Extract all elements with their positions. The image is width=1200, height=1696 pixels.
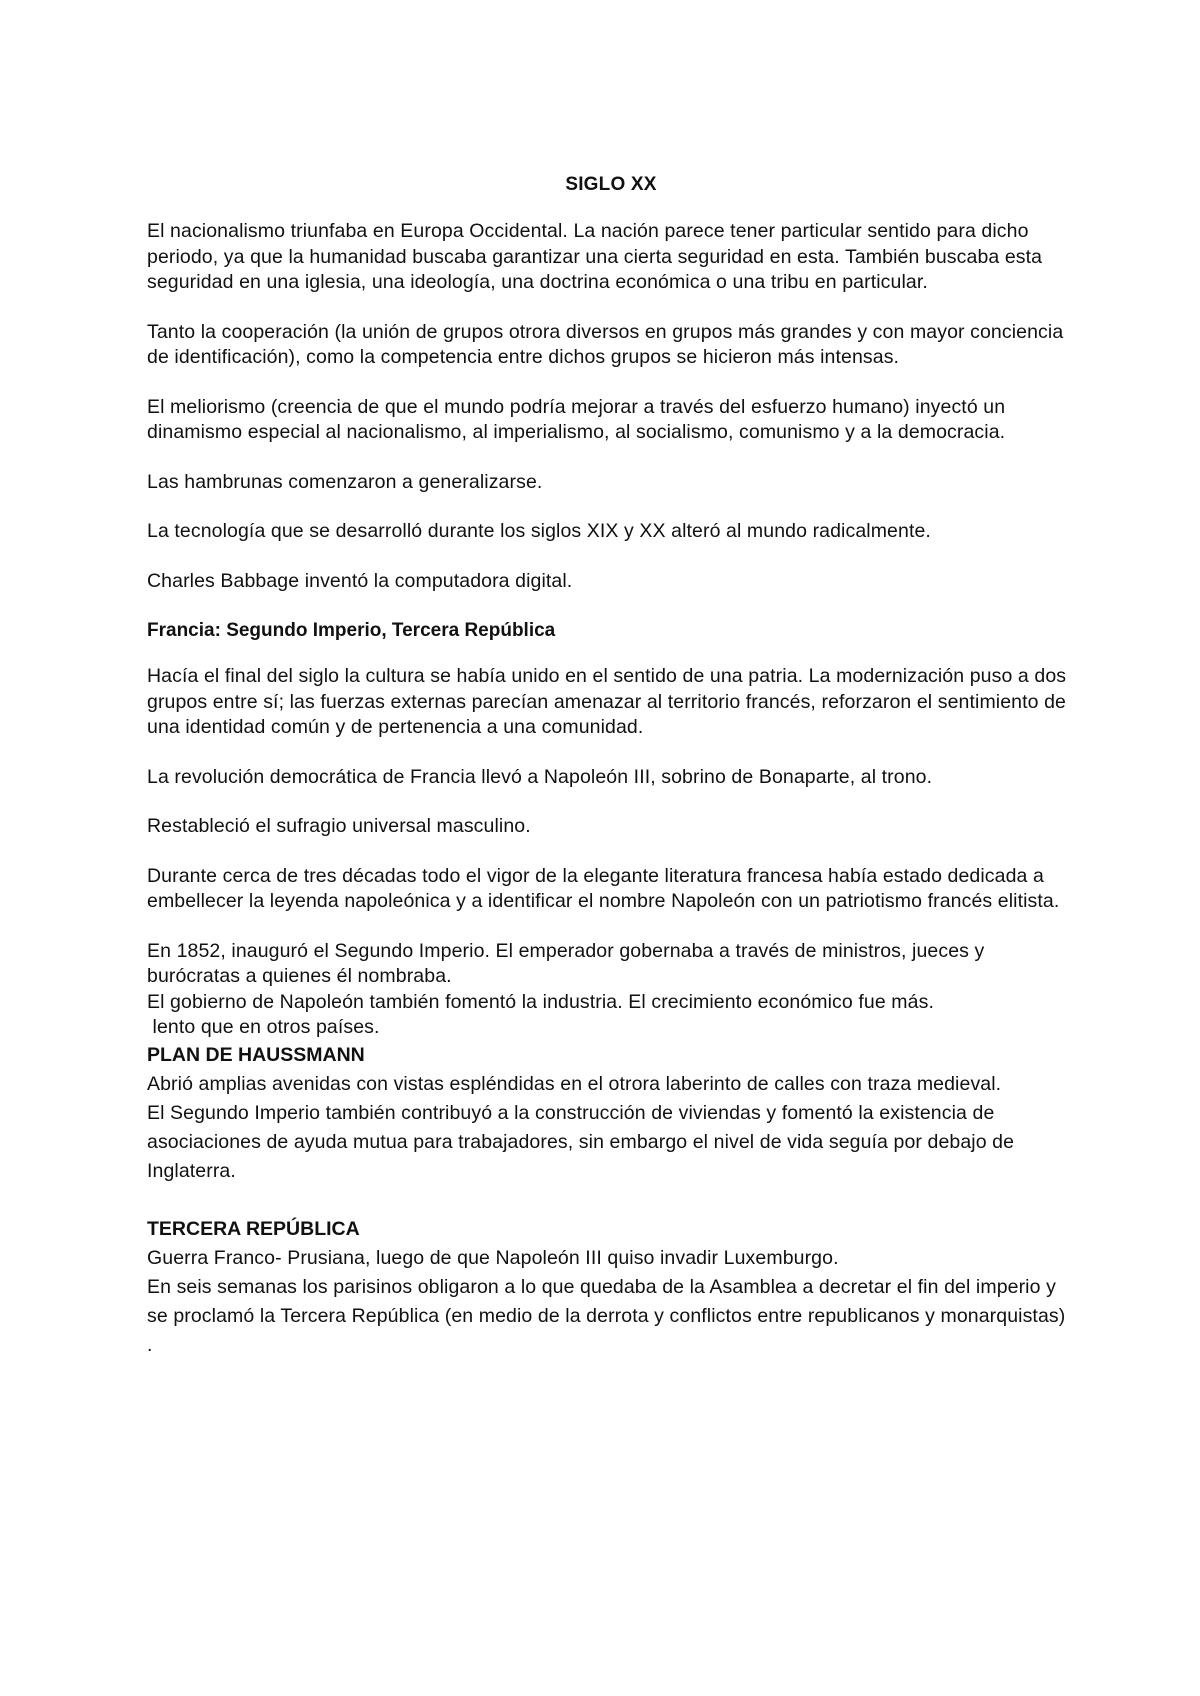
paragraph-tecnologia: La tecnología que se desarrolló durante los siglos XIX y XX alteró al mundo radicalmente. <box>147 520 931 542</box>
blank-line <box>147 1186 1075 1215</box>
paragraph-guerra: Guerra Franco- Prusiana, luego de que Napoleón III quiso invadir Luxemburgo. <box>147 1246 839 1269</box>
haussmann-section <box>147 1041 1075 1360</box>
paragraph-sufragio: Restableció el sufragio universal masculino. <box>147 815 531 837</box>
heading-tercera-republica: TERCERA REPÚBLICA <box>147 1217 360 1240</box>
subheading-francia: Francia: Segundo Imperio, Tercera República <box>147 620 556 641</box>
paragraph-gobierno-cont: lento que en otros países. <box>147 1016 380 1038</box>
paragraph-nacionalismo: El nacionalismo triunfaba en Europa Occidental. La nación parece tener particular sentido para dicho periodo, ya que la humanidad buscaba garantizar una cierta seguridad en esta. También buscaba esta seguridad en una iglesia, una ideología, una doctrina económica o una tribu en particular. <box>147 220 1043 293</box>
francia-section <box>147 664 1075 1041</box>
paragraph-cooperacion: Tanto la cooperación (la unión de grupos otrora diversos en grupos más grandes y con mayor conciencia de identificación), como la competencia entre dichos grupos se hicieron más intensas. <box>147 320 1064 368</box>
paragraph-literatura: Durante cerca de tres décadas todo el vigor de la elegante literatura francesa había estado dedicada a embellecer la leyenda napoleónica y a identificar el nombre Napoleón con un patriotismo francés elitista. <box>147 864 1060 912</box>
paragraph-gobierno: El gobierno de Napoleón también fomentó la industria. El crecimiento económico fue más. <box>147 990 934 1013</box>
paragraph-babbage: Charles Babbage inventó la computadora digital. <box>147 569 573 592</box>
intro-section <box>147 219 1075 594</box>
paragraph-hambrunas: Las hambrunas comenzaron a generalizarse. <box>147 470 543 493</box>
page-title: SIGLO XX <box>565 174 657 195</box>
heading-haussmann: PLAN DE HAUSSMANN <box>147 1043 365 1066</box>
paragraph-patria: Hacía el final del siglo la cultura se había unido en el sentido de una patria. La modernización puso a dos grupos entre sí; las fuerzas externas parecían amenazar al territorio francés, reforzaron el sentimiento de una identidad común y de pertenencia a una comunidad. <box>147 665 1067 738</box>
paragraph-1852: En 1852, inauguró el Segundo Imperio. El emperador gobernaba a través de ministros, jueces y burócratas a quienes él nombraba. <box>147 939 985 987</box>
paragraph-revolucion: La revolución democrática de Francia llevó a Napoleón III, sobrino de Bonaparte, al trono. <box>147 765 933 788</box>
paragraph-avenidas: Abrió amplias avenidas con vistas espléndidas en el otrora laberinto de calles con traza medieval. <box>147 1072 1002 1095</box>
paragraph-viviendas: El Segundo Imperio también contribuyó a la construcción de viviendas y fomentó la existencia de asociaciones de ayuda mutua para trabajadores, sin embargo el nivel de vida seguía por debajo de Inglaterra. <box>147 1101 1015 1182</box>
paragraph-meliorismo: El meliorismo (creencia de que el mundo podría mejorar a través del esfuerzo humano) inyectó un dinamismo especial al nacionalismo, al imperialismo, al socialismo, comunismo y a la democracia. <box>147 395 1006 443</box>
paragraph-asamblea: En seis semanas los parisinos obligaron a lo que quedaba de la Asamblea a decretar el fin del imperio y se proclamó la Tercera República (en medio de la derrota y conflictos entre republicanos y monarquistas) . <box>147 1275 1066 1356</box>
